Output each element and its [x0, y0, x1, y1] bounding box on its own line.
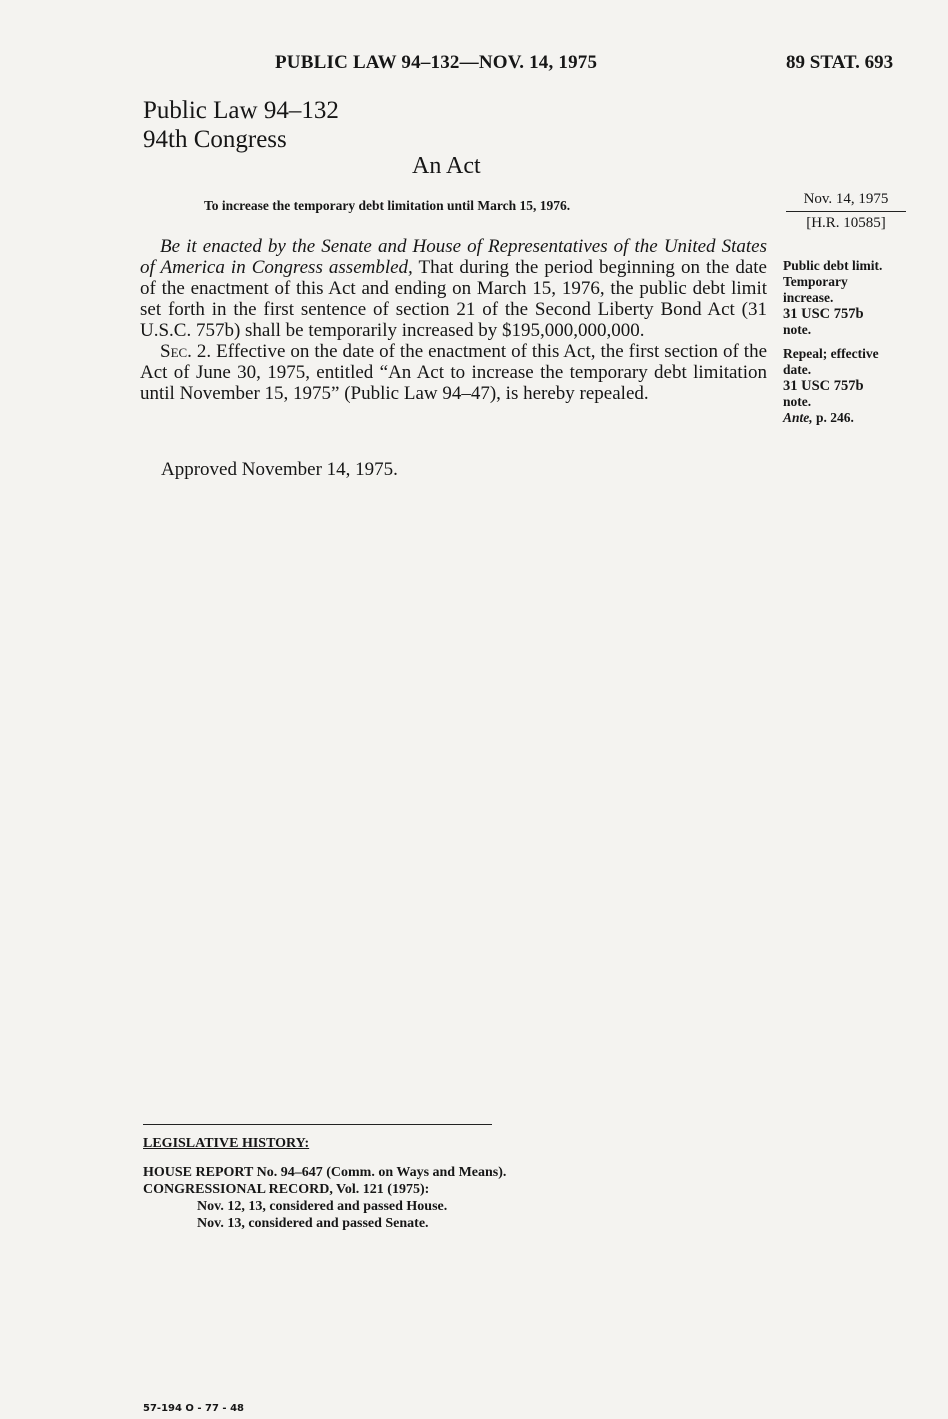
legislative-history	[143, 1135, 506, 1232]
margin-note-public-debt	[783, 258, 913, 338]
purpose-statement: To increase the temporary debt limitation until March 15, 1976.	[204, 198, 571, 213]
margin-note-line: date.	[783, 362, 812, 377]
margin-note-line: Temporary	[783, 274, 848, 289]
act-heading: An Act	[412, 153, 481, 179]
margin-note-repeal	[783, 346, 913, 426]
law-title-block	[143, 96, 339, 154]
house-report: HOUSE REPORT No. 94–647 (Comm. on Ways and Means).	[143, 1165, 507, 1180]
margin-note-citation: 31 USC 757b	[783, 378, 864, 394]
legislative-history-title: LEGISLATIVE HISTORY:	[143, 1136, 310, 1151]
date-bill-box	[786, 191, 906, 232]
act-body	[140, 236, 767, 404]
bill-number: [H.R. 10585]	[806, 215, 886, 231]
margin-notes	[783, 258, 913, 434]
margin-note-line: Repeal; effective	[783, 346, 879, 361]
statute-page-number: 89 STAT. 693	[786, 52, 894, 73]
margin-note-line: note.	[783, 394, 812, 409]
section-2-text: Effective on the date of the enactment of this Act, the first section of the Act of June 30, 1975, entitled “An Act to increase the temporary debt limitation until November 15, 1975” (Public Law 94–47), is hereby repealed.	[140, 341, 768, 404]
footnote-divider	[143, 1124, 492, 1125]
congressional-record: CONGRESSIONAL RECORD, Vol. 121 (1975):	[143, 1182, 430, 1197]
margin-note-line: increase.	[783, 290, 834, 305]
enacting-clause: Be it enacted by the Senate and House of Representatives of the United States of America in Congress assembled,	[140, 236, 767, 278]
section-1-text: That during the period beginning on the date of the enactment of this Act and ending on March 15, 1976, the public debt limit set forth in the first sentence of section 21 of the Second Liberty Bond Act (31 U.S.C. 757b) shall be temporarily increased by $195,000,000,000.	[140, 257, 767, 341]
public-law-number: Public Law 94–132	[143, 97, 339, 124]
approval-line: Approved November 14, 1975.	[161, 459, 398, 480]
ante-label: Ante,	[783, 410, 813, 425]
margin-note-ante	[783, 410, 913, 426]
printing-code: 57-194 O - 77 - 48	[143, 1403, 244, 1414]
ante-page: p. 246.	[812, 410, 854, 425]
record-entry-senate: Nov. 13, considered and passed Senate.	[197, 1216, 429, 1231]
section-2	[140, 341, 767, 404]
enactment-date: Nov. 14, 1975	[786, 191, 906, 212]
margin-note-line: note.	[783, 322, 812, 337]
margin-note-citation: 31 USC 757b	[783, 306, 864, 322]
congress-number: 94th Congress	[143, 126, 287, 153]
section-1	[140, 236, 767, 341]
margin-note-line: Public debt limit.	[783, 258, 883, 273]
record-entry-house: Nov. 12, 13, considered and passed House.	[197, 1199, 448, 1214]
running-head: PUBLIC LAW 94–132—NOV. 14, 1975	[275, 52, 598, 73]
section-2-label: Sec. 2.	[160, 341, 212, 362]
